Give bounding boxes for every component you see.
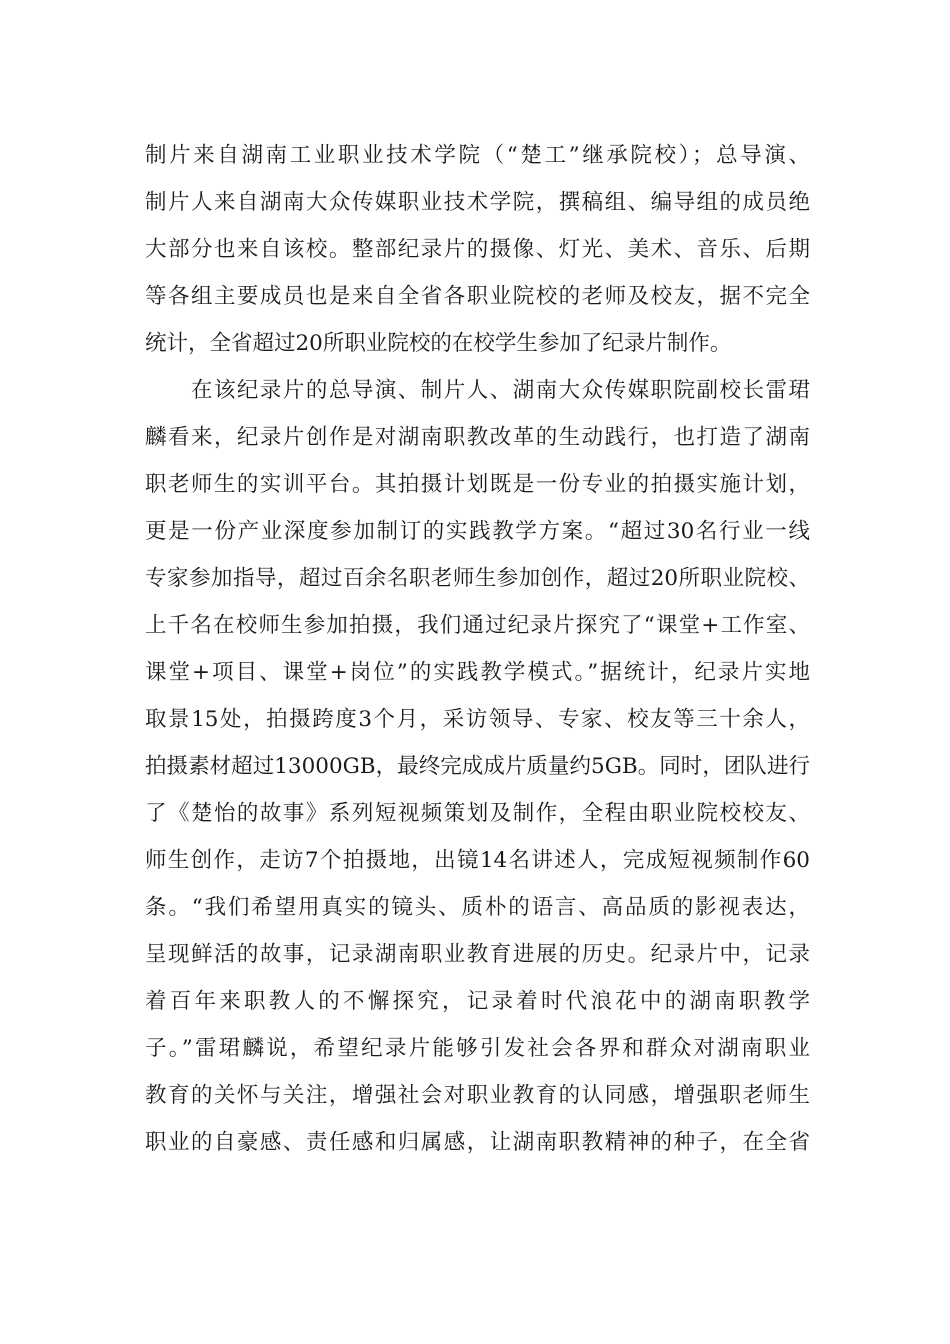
text-line: 大部分也来自该校。整部纪录片的摄像、灯光、美术、音乐、后期 xyxy=(145,237,810,262)
paragraph-2 xyxy=(145,367,810,1166)
text-line: 师生创作，走访7个拍摄地，出镜14名讲述人，完成短视频制作60 xyxy=(145,848,810,873)
text-line: 专家参加指导，超过百余名职老师生参加创作，超过20所职业院校、 xyxy=(145,566,810,591)
text-line: 等各组主要成员也是来自全省各职业院校的老师及校友，据不完全 xyxy=(145,284,810,309)
text-line: 职业的自豪感、责任感和归属感，让湖南职教精神的种子，在全省 xyxy=(145,1130,810,1155)
text-line: 条。“我们希望用真实的镜头、质朴的语言、高品质的影视表达， xyxy=(145,895,810,920)
text-line: 在该纪录片的总导演、制片人、湖南大众传媒职院副校长雷珺 xyxy=(145,378,810,403)
text-line: 课堂+项目、课堂+岗位”的实践教学模式。”据统计，纪录片实地 xyxy=(145,660,810,685)
text-line: 了《楚怡的故事》系列短视频策划及制作，全程由职业院校校友、 xyxy=(145,801,810,826)
paragraph-1 xyxy=(145,132,810,367)
text-line: 统计，全省超过20所职业院校的在校学生参加了纪录片制作。 xyxy=(145,331,732,356)
text-line: 职老师生的实训平台。其拍摄计划既是一份专业的拍摄实施计划， xyxy=(145,472,810,497)
text-line: 更是一份产业深度参加制订的实践教学方案。“超过30名行业一线 xyxy=(145,519,810,544)
text-line: 麟看来，纪录片创作是对湖南职教改革的生动践行，也打造了湖南 xyxy=(145,425,810,450)
text-line: 上千名在校师生参加拍摄，我们通过纪录片探究了“课堂+工作室、 xyxy=(145,613,810,638)
text-line: 教育的关怀与关注，增强社会对职业教育的认同感，增强职老师生 xyxy=(145,1083,810,1108)
text-line: 制片来自湖南工业职业技术学院（“楚工”继承院校）；总导演、 xyxy=(145,143,810,168)
text-line: 拍摄素材超过13000GB，最终完成成片质量约5GB。同时，团队进行 xyxy=(145,754,810,779)
text-line: 着百年来职教人的不懈探究，记录着时代浪花中的湖南职教学 xyxy=(145,989,810,1014)
text-line: 取景15处，拍摄跨度3个月，采访领导、专家、校友等三十余人， xyxy=(145,707,810,732)
text-line: 制片人来自湖南大众传媒职业技术学院，撰稿组、编导组的成员绝 xyxy=(145,190,810,215)
document-body xyxy=(145,132,810,1166)
text-line: 子。”雷珺麟说，希望纪录片能够引发社会各界和群众对湖南职业 xyxy=(145,1036,810,1061)
text-line: 呈现鲜活的故事，记录湖南职业教育进展的历史。纪录片中，记录 xyxy=(145,942,810,967)
